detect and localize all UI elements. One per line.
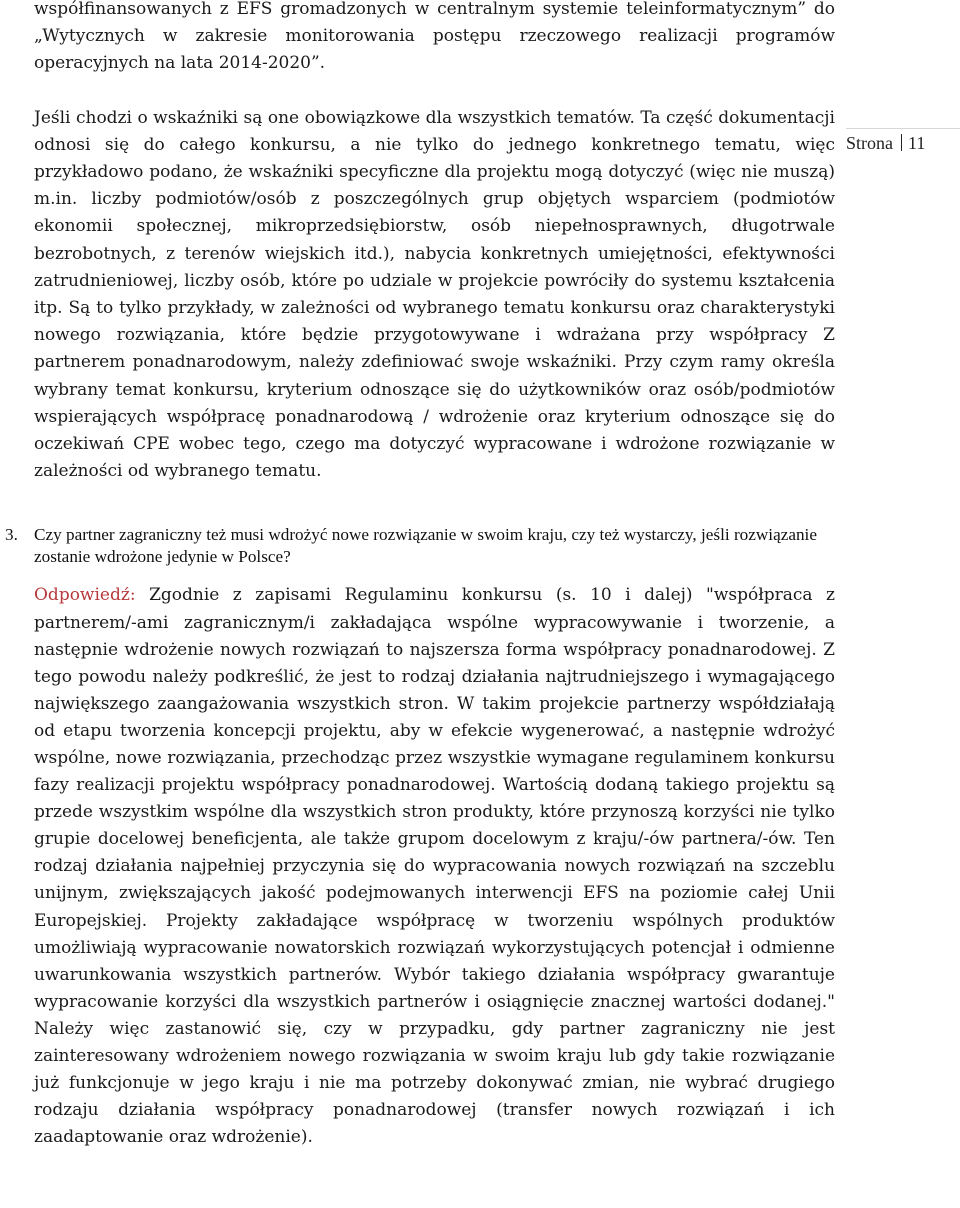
- answer-text: Zgodnie z zapisami Regulaminu konkursu (s. 10 i dalej) "współpraca z partnerem/-ami zagranicznym/i zakładająca wspólne wypracowywanie i tworzenie, a następnie wdrożenie nowych rozwiązań to najszersza forma współpracy ponadnarodowej. Z tego powodu należy podkreślić, że jest to rodzaj działania najtrudniejszego i wymagającego największego zaangażowania wszystkich stron. W takim projekcie partnerzy współdziałają od etapu tworzenia koncepcji projektu, aby w efekcie wygenerować, a następnie wdrożyć wspólne, nowe rozwiązania, przechodząc przez wszystkie wymagane regulaminem konkursu fazy realizacji projektu współpracy ponadnarodowej. Wartością dodaną takiego projektu są przede wszystkim wspólne dla wszystkich stron produkty, które przynoszą korzyści nie tylko grupie docelowej beneficjenta, ale także grupom docelowym z kraju/-ów partnera/-ów. Ten rodzaj działania najpełniej przyczynia się do wypracowania nowych rozwiązań na szczeblu unijnym, zwiększających jakość podejmowanych interwencji EFS na poziomie całej Unii Europejskiej. Projekty zakładające współpracę w tworzeniu wspólnych produktów umożliwiają wypracowanie nowatorskich rozwiązań wykorzystujących potencjał i odmienne uwarunkowania wszystkich partnerów. Wybór takiego działania współpracy gwarantuje wypracowanie korzyści dla wszystkich partnerów i osiągnięcie znacznej wartości dodanej." Należy więc zastanowić się, czy w przypadku, gdy partner zagraniczny nie jest zainteresowany wdrożeniem nowego rozwiązania w swoim kraju lub gdy takie rozwiązanie już funkcjonuje w jego kraju i nie ma potrzeby dokonywać zmian, nie wybrać drugiego rodzaju działania współpracy ponadnarodowej (transfer nowych rozwiązań i ich zaadaptowanie oraz wdrożenie).: [34, 585, 836, 1148]
- header-separator: [901, 134, 902, 151]
- question-number: 3.: [5, 525, 18, 545]
- answer-paragraph: [34, 582, 835, 1151]
- indicators-paragraph: Jeśli chodzi o wskaźniki są one obowiązkowe dla wszystkich tematów. Ta część dokumentacji odnosi się do całego konkursu, a nie tylko do jednego konkretnego tematu, więc przykładowo podano, że wskaźniki specyficzne dla projektu mogą dotyczyć (więc nie muszą) m.in. liczby podmiotów/osób z poszczególnych grup objętych wsparciem (podmiotów ekonomii społecznej, mikroprzedsiębiorstw, osób niepełnosprawnych, długotrwale bezrobotnych, z terenów wiejskich itd.), nabycia konkretnych umiejętności, efektywności zatrudnieniowej, liczby osób, które po udziale w projekcie powróciły do systemu kształcenia itp. Są to tylko przykłady, w zależności od wybranego tematu konkursu oraz charakterystyki nowego rozwiązania, które będzie przygotowywane i wdrażana przy współpracy Z partnerem ponadnarodowym, należy zdefiniować swoje wskaźniki. Przy czym ramy określa wybrany temat konkursu, kryterium odnoszące się do użytkowników oraz osób/podmiotów wspierających współpracę ponadnarodową / wdrożenie oraz kryterium odnoszące się do oczekiwań CPE wobec tego, czego ma dotyczyć wypracowane i wdrożone rozwiązanie w zależności od wybranego tematu.: [34, 107, 835, 482]
- document-body: [5, 0, 836, 1151]
- question-text: Czy partner zagraniczny też musi wdrożyć nowe rozwiązanie w swoim kraju, czy też wystarczy, jeśli rozwiązanie zostanie wdrożone jedynie w Polsce?: [34, 525, 817, 567]
- question-item: [5, 524, 835, 568]
- intro-paragraph: współfinansowanych z EFS gromadzonych w centralnym systemie teleinformatycznym” do „Wytycznych w zakresie monitorowania postępu rzeczowego realizacji programów operacyjnych na lata 2014-2020”.: [34, 0, 835, 74]
- page-header: [846, 128, 960, 154]
- answer-label: Odpowiedź:: [34, 585, 136, 606]
- page-number: 11: [908, 133, 926, 153]
- page-label: Strona: [846, 133, 893, 153]
